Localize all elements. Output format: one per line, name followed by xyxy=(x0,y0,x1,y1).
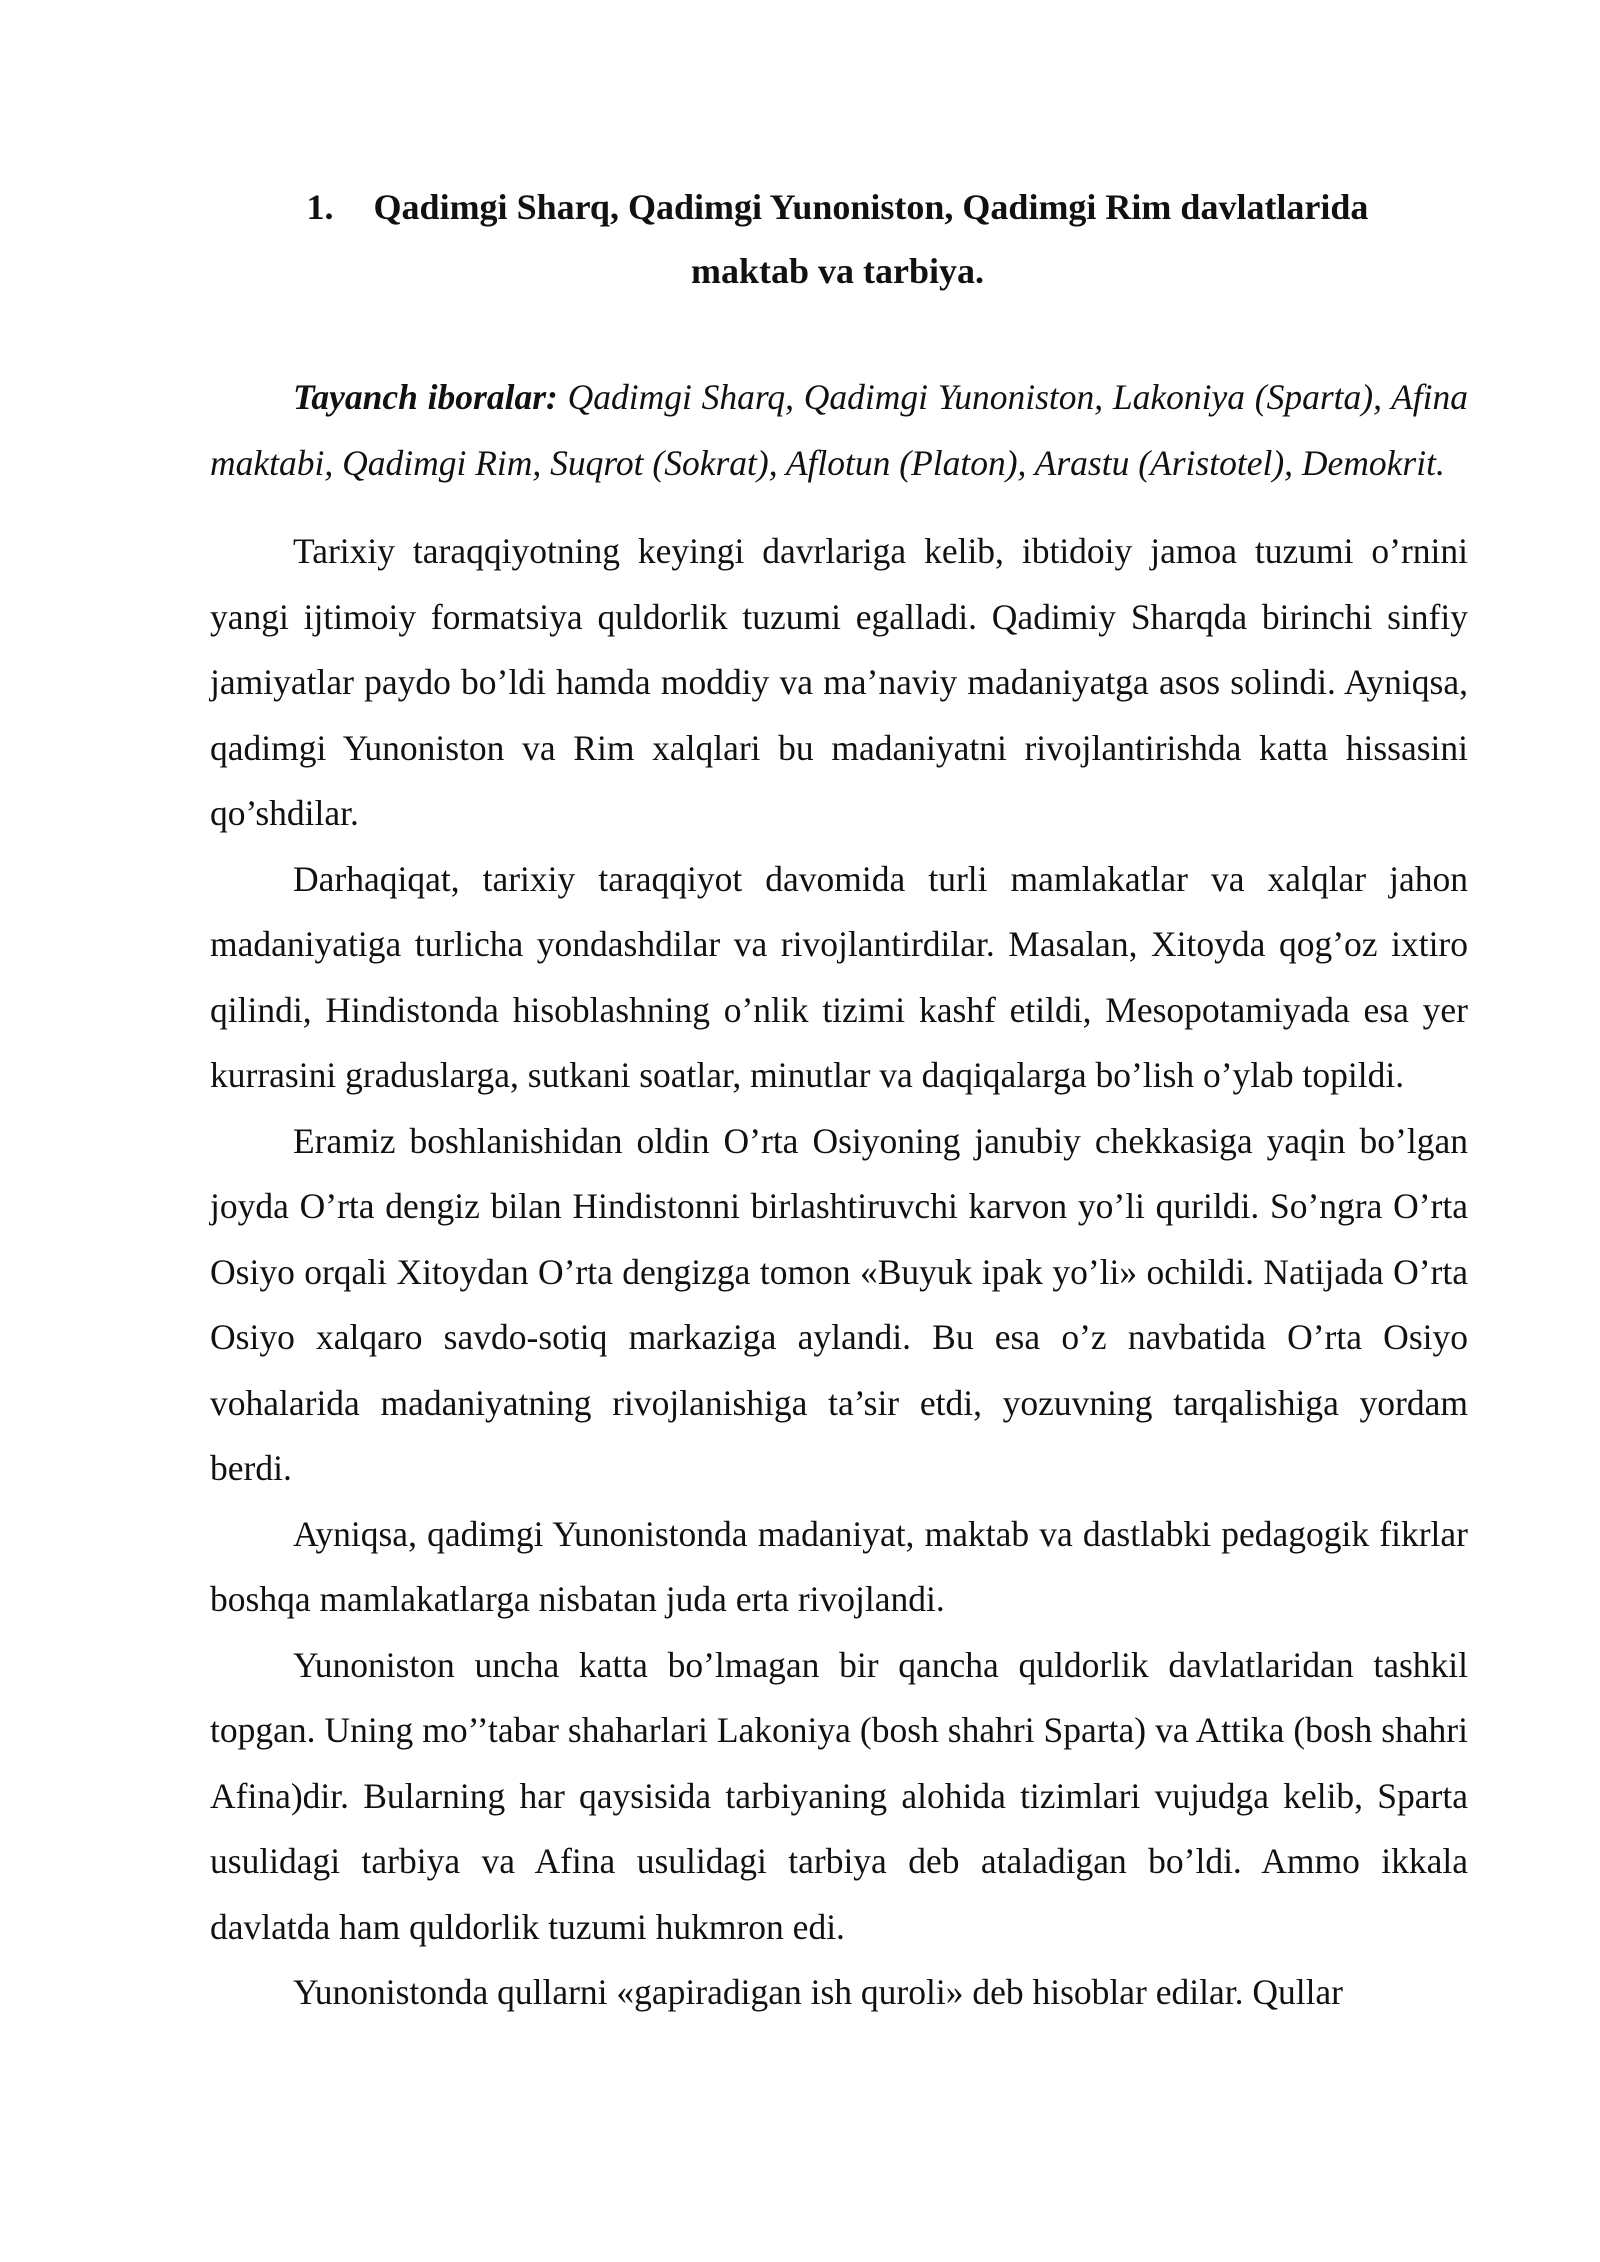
keywords-paragraph xyxy=(210,365,1468,496)
heading-line-2: maktab va tarbiya. xyxy=(690,251,984,291)
keywords-label: Tayanch iboralar: xyxy=(293,377,558,417)
paragraph: Eramiz boshlanishidan oldin O’rta Osiyoning janubiy chekkasiga yaqin bo’lgan joyda O’rta dengiz bilan Hindistonni birlashtiruvchi karvon yo’li qurildi. So’ngra O’rta Osiyo orqali Xitoydan O’rta dengizga tomon «Buyuk ipak yo’li» ochildi. Natijada O’rta Osiyo xalqaro savdo-sotiq markaziga aylandi. Bu esa o’z navbatida O’rta Osiyo vohalarida madaniyatning rivojlanishiga ta’sir etdi, yozuvning tarqalishiga yordam berdi. xyxy=(210,1120,1468,1488)
heading-number: 1. xyxy=(306,187,334,227)
document-body xyxy=(210,365,1468,2026)
paragraph: Yunoniston uncha katta bo’lmagan bir qancha quldorlik davlatlaridan tashkil topgan. Uning mo’’tabar shaharlari Lakoniya (bosh shahri Sparta) va Attika (bosh shahri Afina)dir. Bularning har qaysisida tarbiyaning alohida tizimlari vujudga kelib, Sparta usulidagi tarbiya va Afina usulidagi tarbiya deb ataladigan bo’ldi. Ammo ikkala davlatda ham quldorlik tuzumi hukmron edi. xyxy=(210,1644,1468,1947)
paragraph: Yunonistonda qullarni «gapiradigan ish quroli» deb hisoblar edilar. Qullar xyxy=(293,1972,1344,2012)
paragraph: Ayniqsa, qadimgi Yunonistonda madaniyat, maktab va dastlabki pedagogik fikrlar boshqa mamlakatlarga nisbatan juda erta rivojlandi. xyxy=(210,1513,1468,1619)
chapter-heading xyxy=(210,175,1465,303)
heading-line-1 xyxy=(210,175,1465,239)
heading-title-part-1: Qadimgi Sharq, Qadimgi Yunoniston, Qadimgi Rim davlatlarida xyxy=(373,187,1369,227)
paragraph: Darhaqiqat, tarixiy taraqqiyot davomida turli mamlakatlar va xalqlar jahon madaniyatiga turlicha yondashdilar va rivojlantirdilar. Masalan, Xitoyda qog’oz ixtiro qilindi, Hindistonda hisoblashning o’nlik tizimi kashf etildi, Mesopotamiyada esa yer kurrasini graduslarga, sutkani soatlar, minutlar va daqiqalarga bo’lish o’ylab topildi. xyxy=(210,858,1468,1095)
keywords-list: Qadimgi Sharq, Qadimgi Yunoniston, Lakoniya (Sparta), Afina maktabi, Qadimgi Rim, Suqrot (Sokrat), Aflotun (Platon), Arastu (Aristotel), Demokrit. xyxy=(210,377,1468,483)
paragraph: Tarixiy taraqqiyotning keyingi davrlariga kelib, ibtidoiy jamoa tuzumi o’rnini yangi ijtimoiy formatsiya quldorlik tuzumi egalladi. Qadimiy Sharqda birinchi sinfiy jamiyatlar paydo bo’ldi hamda moddiy va ma’naviy madaniyatga asos solindi. Ayniqsa, qadimgi Yunoniston va Rim xalqlari bu madaniyatni rivojlantirishda katta hissasini qo’shdilar. xyxy=(210,531,1468,833)
